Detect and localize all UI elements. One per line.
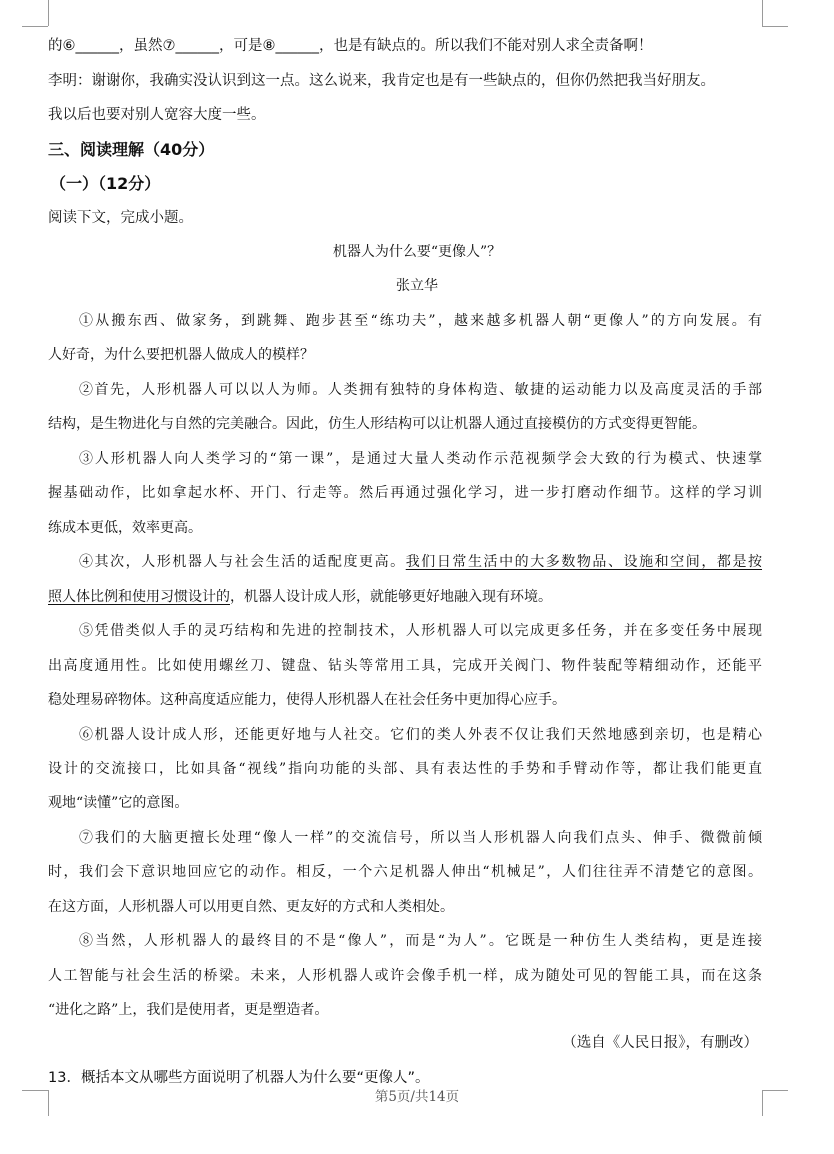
section-title: 三、阅读理解（40分） — [48, 140, 215, 159]
page-number: 第5页/共14页 — [374, 1089, 460, 1105]
paragraph-line: ①从搬东西、做家务，到跳舞、跑步甚至“练功夫”，越来越多机器人朝“更像人”的方向发展。有 — [79, 313, 762, 329]
paragraph-line — [48, 586, 762, 606]
paragraph-line: ⑥机器人设计成人形，还能更好地与人社交。它们的类人外表不仅让我们天然地感到亲切，也是精心 — [79, 727, 762, 743]
paragraph-line: 人好奇，为什么要把机器人做成人的模样？ — [48, 347, 314, 363]
paragraph-line: 稳处理易碎物体。这种高度适应能力，使得人形机器人在社会任务中更加得心应手。 — [48, 692, 566, 708]
paragraph-text: ④其次，人形机器人与社会生活的适配度更高。 — [79, 554, 406, 570]
paragraph-line: 人工智能与社会生活的桥梁。未来，人形机器人或许会像手机一样，成为随处可见的智能工具，而在这条 — [48, 968, 762, 984]
paragraph-line: ⑤凭借类似人手的灵巧结构和先进的控制技术，人形机器人可以完成更多任务，并在多变任务中展现 — [79, 623, 762, 639]
crop-mark — [762, 26, 788, 27]
paragraph-line: 观地“读懂”它的意图。 — [48, 795, 189, 811]
underlined-text: 我们日常生活中的大多数物品、设施和空间，都是按 — [405, 554, 763, 570]
paragraph-line — [79, 551, 762, 571]
article-source: （选自《人民日报》，有删改） — [562, 1035, 758, 1051]
underlined-text: 照人体比例和使用习惯设计的 — [48, 589, 230, 605]
paragraph-line: ⑧当然，人形机器人的最终目的不是“像人”，而是“为人”。它既是一种仿生人类结构，更是连接 — [79, 933, 762, 949]
dialogue-line: 的⑥______，虽然⑦______，可是⑧______，也是有缺点的。所以我们不能对别人求全责备啊！ — [48, 38, 653, 54]
paragraph-line: 出高度通用性。比如使用螺丝刀、键盘、钻头等常用工具，完成开关阀门、物件装配等精细动作，还能平 — [48, 658, 762, 674]
paragraph-text: ，机器人设计成人形，就能够更好地融入现有环境。 — [230, 589, 552, 605]
dialogue-line: 李明：谢谢你，我确实没认识到这一点。这么说来，我肯定也是有一些缺点的，但你仍然把我当好朋友。 — [48, 73, 715, 89]
article-author: 张立华 — [396, 278, 438, 294]
crop-mark — [48, 0, 49, 26]
paragraph-line: ③人形机器人向人类学习的“第一课”，是通过大量人类动作示范视频学会大致的行为模式、快速掌 — [79, 451, 762, 467]
crop-mark — [22, 26, 48, 27]
dialogue-line: 我以后也要对别人宽容大度一些。 — [48, 107, 266, 123]
paragraph-line: ②首先，人形机器人可以以人为师。人类拥有独特的身体构造、敏捷的运动能力以及高度灵活的手部 — [79, 382, 762, 398]
paragraph-line: 结构，是生物进化与自然的完美融合。因此，仿生人形结构可以让机器人通过直接模仿的方式变得更智能。 — [48, 416, 706, 432]
paragraph-line: 练成本更低，效率更高。 — [48, 520, 202, 536]
article-title: 机器人为什么要“更像人”？ — [332, 244, 502, 260]
section-subtitle: （一）（12分） — [50, 174, 161, 193]
paragraph-line: ⑦我们的大脑更擅长处理“像人一样”的交流信号，所以当人形机器人向我们点头、伸手、微微前倾 — [79, 830, 762, 846]
crop-mark — [762, 0, 763, 26]
question: 13．概括本文从哪些方面说明了机器人为什么要“更像人”。 — [48, 1070, 430, 1086]
paragraph-line: 时，我们会下意识地回应它的动作。相反，一个六足机器人伸出“机械足”，人们往往弄不清楚它的意图。 — [48, 864, 762, 880]
paragraph-line: 握基础动作，比如拿起水杯、开门、行走等。然后再通过强化学习，进一步打磨动作细节。这样的学习训 — [48, 485, 762, 501]
paragraph-line: 设计的交流接口，比如具备“视线”指向功能的头部、具有表达性的手势和手臂动作等，都让我们能更直 — [48, 761, 762, 777]
paragraph-line: “进化之路”上，我们是使用者，更是塑造者。 — [48, 1002, 329, 1018]
paragraph-line: 在这方面，人形机器人可以用更自然、更友好的方式和人类相处。 — [48, 899, 454, 915]
instruction: 阅读下文，完成小题。 — [48, 210, 193, 226]
